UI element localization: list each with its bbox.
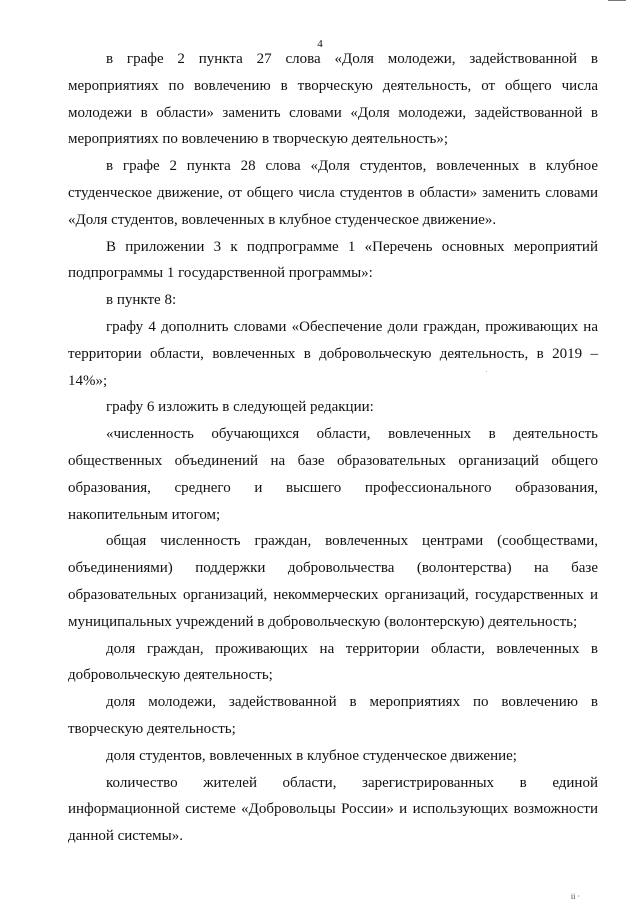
page-number: 4: [317, 38, 323, 50]
paragraph-column-4: графу 4 дополнить словами «Обеспечение доли граждан, проживающих на территории области, вовлеченных в добровольческую деятельность, в 2019 – 14%»;: [68, 318, 598, 389]
paragraph-item-28: в графе 2 пункта 28 слова «Доля студентов, вовлеченных в клубное студенческое движение, от общего числа студентов в области» заменить словами «Доля студентов, вовлеченных в клубное студенческое движение».: [68, 158, 598, 228]
scan-speck: [486, 371, 487, 372]
scan-corner-mark: [608, 0, 626, 3]
paragraph-item-27: в графе 2 пункта 27 слова «Доля молодежи, задействованной в мероприятиях по вовлечению в творческую деятельность, от общего числа молодежи в области» заменить словами «Доля молодежи, задействованной в мероприятиях по вовлечению в творческую деятельность»;: [68, 51, 598, 148]
paragraph-indicator-student-clubs: доля студентов, вовлеченных в клубное студенческое движение;: [106, 747, 517, 764]
paragraph-indicator-citizens-share: доля граждан, проживающих на территории области, вовлеченных в добровольческую деятельность;: [68, 640, 598, 684]
paragraph-indicator-volunteers: общая численность граждан, вовлеченных центрами (сообществами, объединениями) поддержки добровольчества (волонтерства) на базе образовательных организаций, некоммерческих организаций, государственных и муниципальных учреждений в добровольческую (волонтерскую) деятельность;: [68, 533, 598, 630]
paragraph-indicator-youth-share: доля молодежи, задействованной в мероприятиях по вовлечению в творческую деятельность;: [68, 694, 598, 737]
paragraph-point-8: в пункте 8:: [106, 292, 177, 309]
paragraph-appendix-3: В приложении 3 к подпрограмме 1 «Перечень основных мероприятий подпрограммы 1 государственной программы»:: [68, 238, 598, 282]
paragraph-indicator-registered-residents: количество жителей области, зарегистрированных в единой информационной системе «Добровольцы России» и использующих возможности данной системы».: [68, 774, 598, 845]
document-body: [68, 46, 598, 850]
footer-mark: ii ·: [570, 892, 580, 901]
paragraph-column-6: графу 6 изложить в следующей редакции:: [106, 399, 374, 416]
paragraph-indicator-students: «численность обучающихся области, вовлеченных в деятельность общественных объединений на базе образовательных организаций общего образования, среднего и высшего профессионального образования, накопительным итогом;: [68, 426, 598, 523]
